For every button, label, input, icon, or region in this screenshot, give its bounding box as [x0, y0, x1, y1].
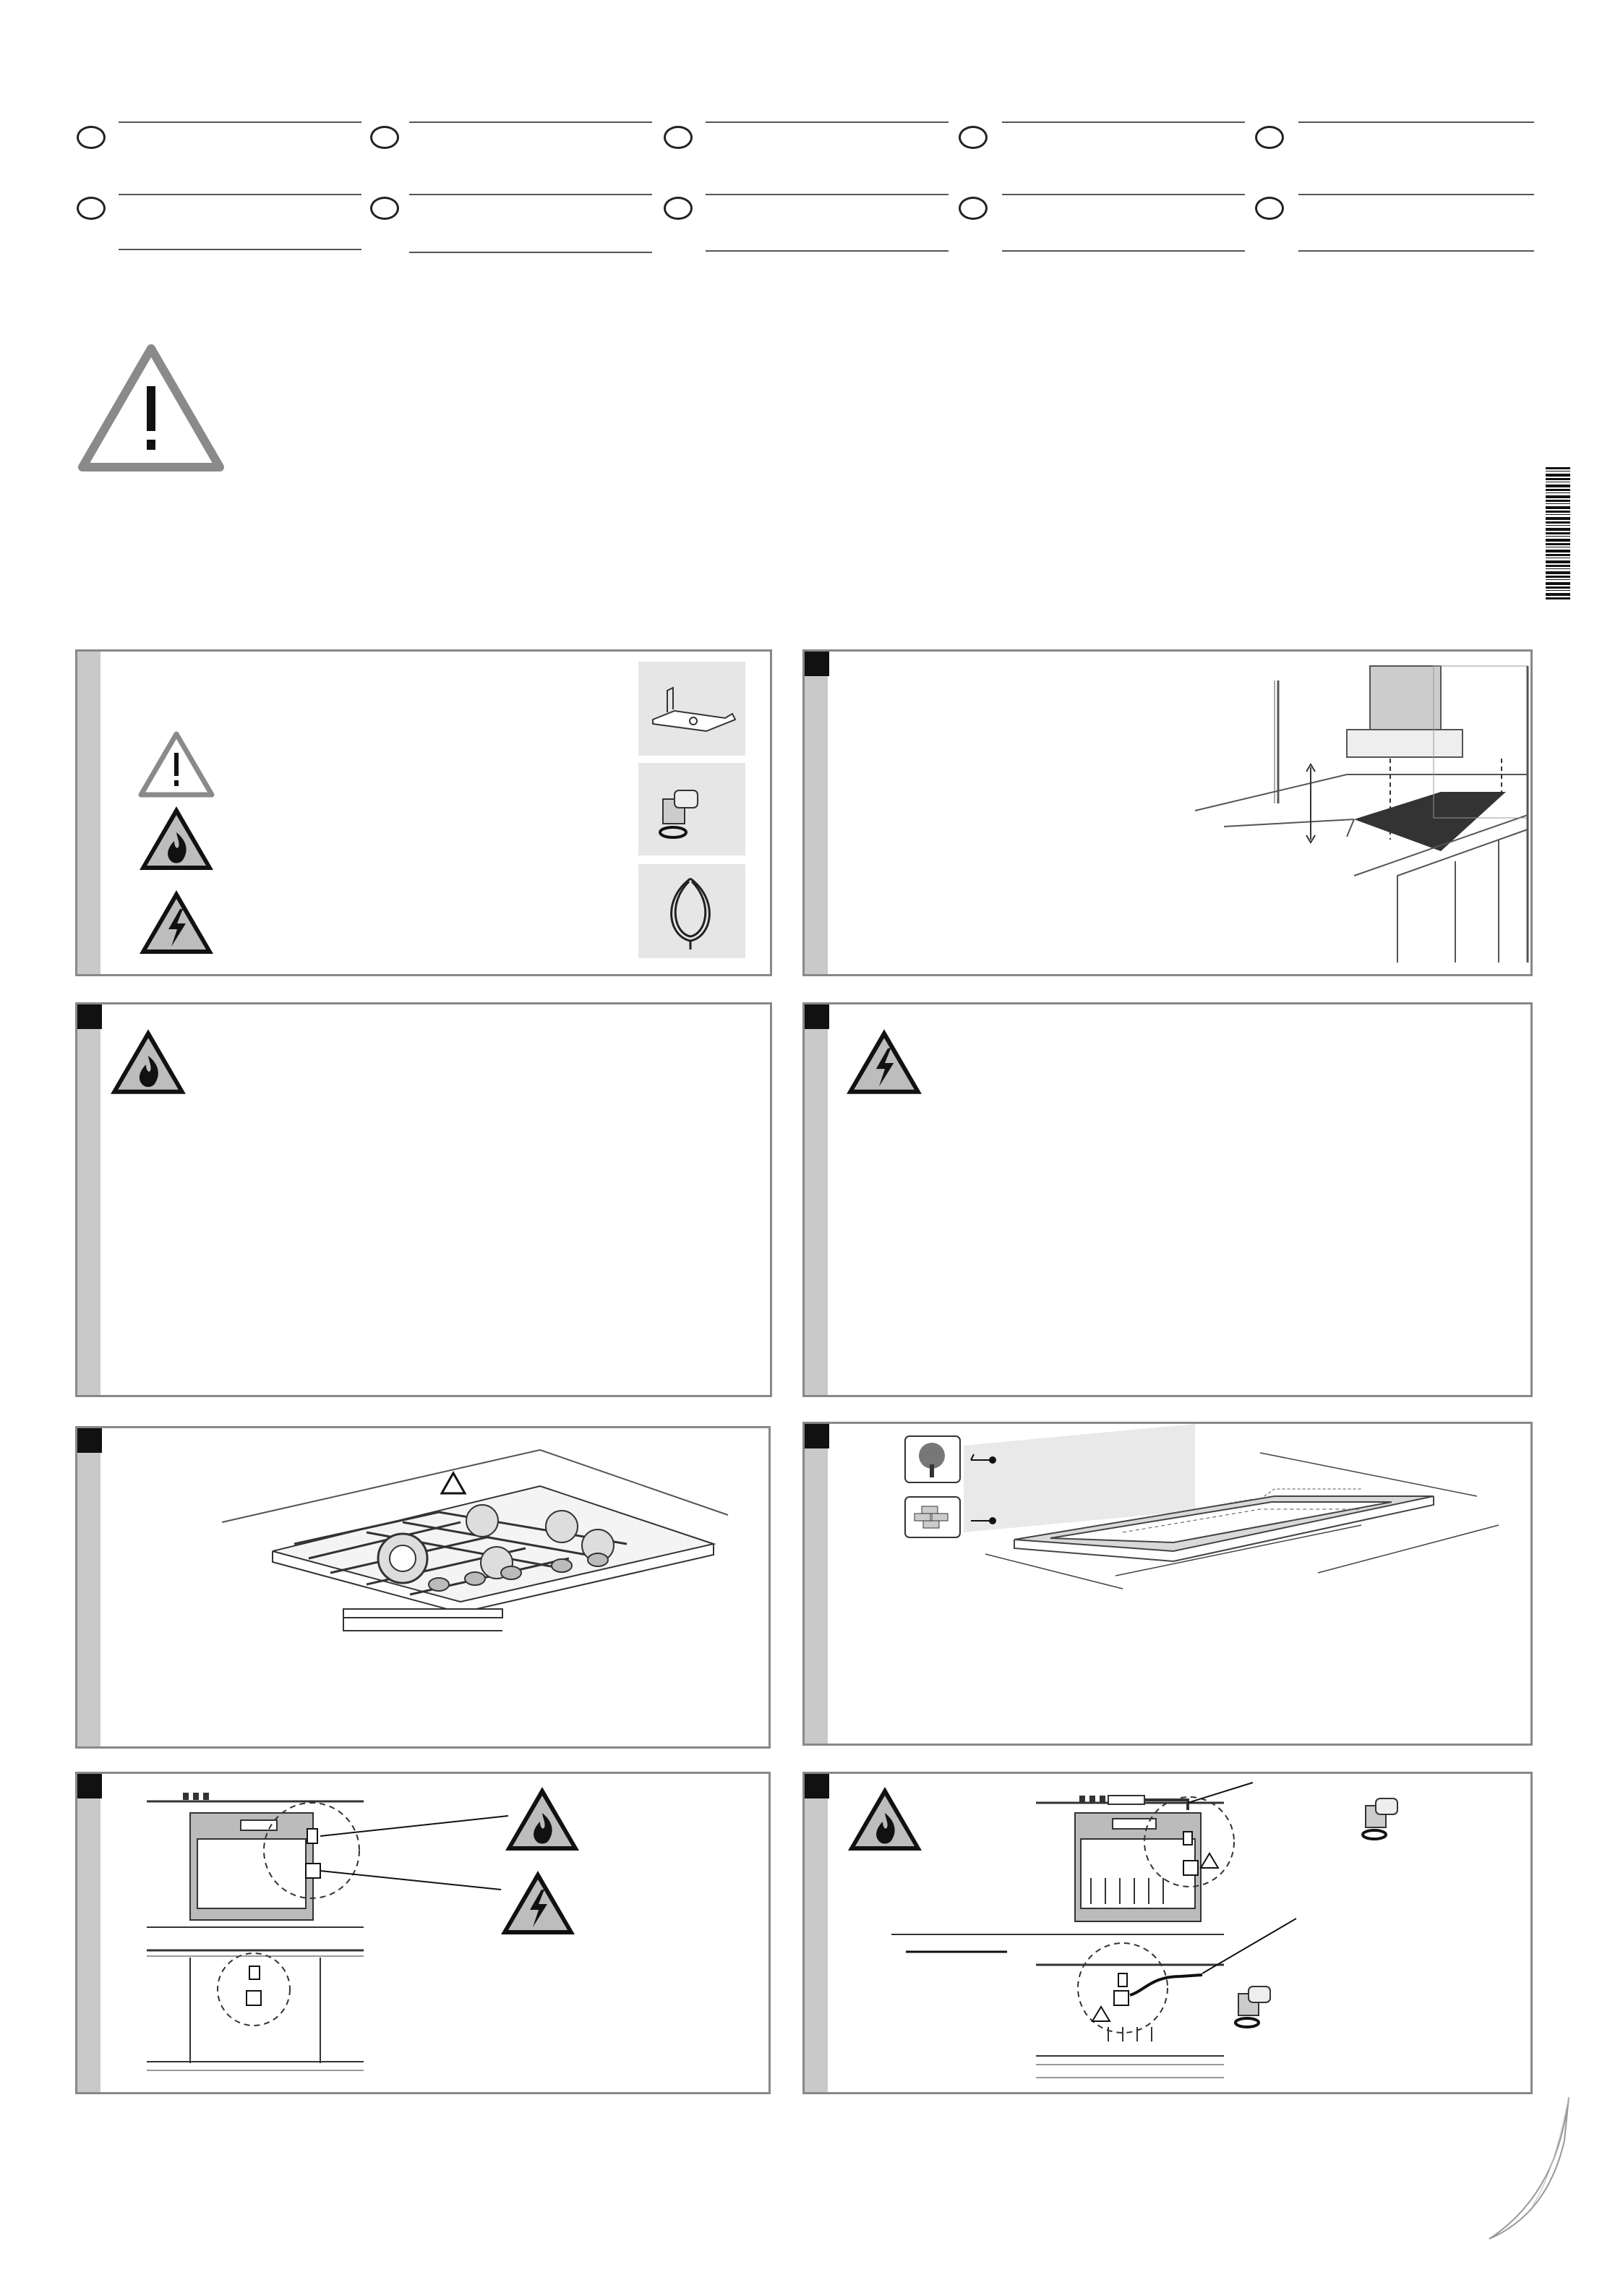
panel-sidebar — [77, 1004, 100, 1395]
language-radio[interactable] — [1255, 197, 1284, 220]
language-line — [706, 250, 948, 252]
step-tab — [805, 1774, 829, 1798]
step-tab — [805, 1004, 829, 1029]
language-line — [119, 121, 361, 123]
electric-warning-icon — [137, 887, 216, 957]
step-tab — [77, 1774, 102, 1798]
language-line — [409, 252, 652, 253]
gas-routing-illustration — [891, 1781, 1340, 2085]
step-number — [805, 1424, 829, 1448]
language-line — [409, 194, 652, 195]
language-radio[interactable] — [77, 197, 106, 220]
language-line — [1298, 194, 1534, 195]
flame-warning-icon — [137, 803, 216, 873]
oven-under-hob-illustration — [147, 1788, 696, 2085]
panel-clearances — [802, 649, 1533, 976]
language-line — [1002, 250, 1245, 252]
gas-elbow-icon — [1351, 1788, 1409, 1846]
panel-sidebar — [805, 1424, 828, 1744]
flame-warning-icon — [502, 1784, 582, 1853]
panel-sidebar — [805, 652, 828, 974]
language-radio[interactable] — [664, 197, 693, 220]
panel-gas-safety — [75, 1002, 772, 1397]
step-tab — [805, 1424, 829, 1448]
language-line — [409, 121, 652, 123]
panel-connection-routing — [802, 1772, 1533, 2094]
page-curl-decoration — [1489, 2097, 1576, 2242]
language-line — [706, 121, 948, 123]
bracket-icon — [646, 676, 740, 741]
kitchen-clearance-illustration — [1137, 659, 1528, 963]
language-radio[interactable] — [959, 197, 988, 220]
gas-elbow-thumbnail — [638, 763, 745, 855]
panel-sidebar — [77, 652, 100, 974]
step-number — [805, 652, 829, 676]
hob-dimension-illustration — [222, 1435, 728, 1645]
language-radio[interactable] — [370, 126, 399, 149]
panel-cutout — [802, 1422, 1533, 1746]
language-line — [1002, 121, 1245, 123]
language-line — [706, 194, 948, 195]
electric-warning-icon — [498, 1868, 578, 1937]
panel-sidebar — [77, 1774, 100, 2092]
flame-warning-icon — [108, 1026, 189, 1097]
step-number — [77, 1004, 102, 1029]
gas-elbow-icon — [1224, 1976, 1282, 2034]
gas-elbow-icon — [648, 777, 706, 842]
panel-hob-dimensions — [75, 1426, 771, 1749]
step-number — [77, 1428, 102, 1453]
language-line — [1298, 250, 1534, 252]
panel-sidebar — [805, 1004, 828, 1395]
step-tab — [77, 1428, 102, 1453]
bracket-thumbnail — [638, 662, 745, 756]
brick-material-icon — [904, 1496, 961, 1538]
language-radio[interactable] — [370, 197, 399, 220]
panel-accessories — [75, 649, 772, 976]
language-radio[interactable] — [959, 126, 988, 149]
language-line — [119, 194, 361, 195]
barcode — [1546, 467, 1570, 600]
language-radio[interactable] — [1255, 126, 1284, 149]
electric-warning-icon — [844, 1026, 925, 1097]
panel-sidebar — [805, 1774, 828, 2092]
panel-connections-location — [75, 1772, 771, 2094]
cutout-illustration — [956, 1424, 1528, 1605]
wood-material-icon — [904, 1435, 961, 1483]
panel-sidebar — [77, 1428, 100, 1746]
language-radio[interactable] — [664, 126, 693, 149]
language-line — [119, 249, 361, 250]
step-number — [805, 1774, 829, 1798]
warning-triangle-icon — [137, 730, 216, 799]
power-cable-thumbnail — [638, 864, 745, 958]
step-tab — [805, 652, 829, 676]
language-line — [1002, 194, 1245, 195]
step-tab — [77, 1004, 102, 1029]
step-number — [805, 1004, 829, 1029]
language-line — [1298, 121, 1534, 123]
warning-triangle-icon — [77, 343, 226, 473]
power-cable-icon — [647, 871, 734, 952]
language-radio[interactable] — [77, 126, 106, 149]
step-number — [77, 1774, 102, 1798]
panel-electrical-safety — [802, 1002, 1533, 1397]
